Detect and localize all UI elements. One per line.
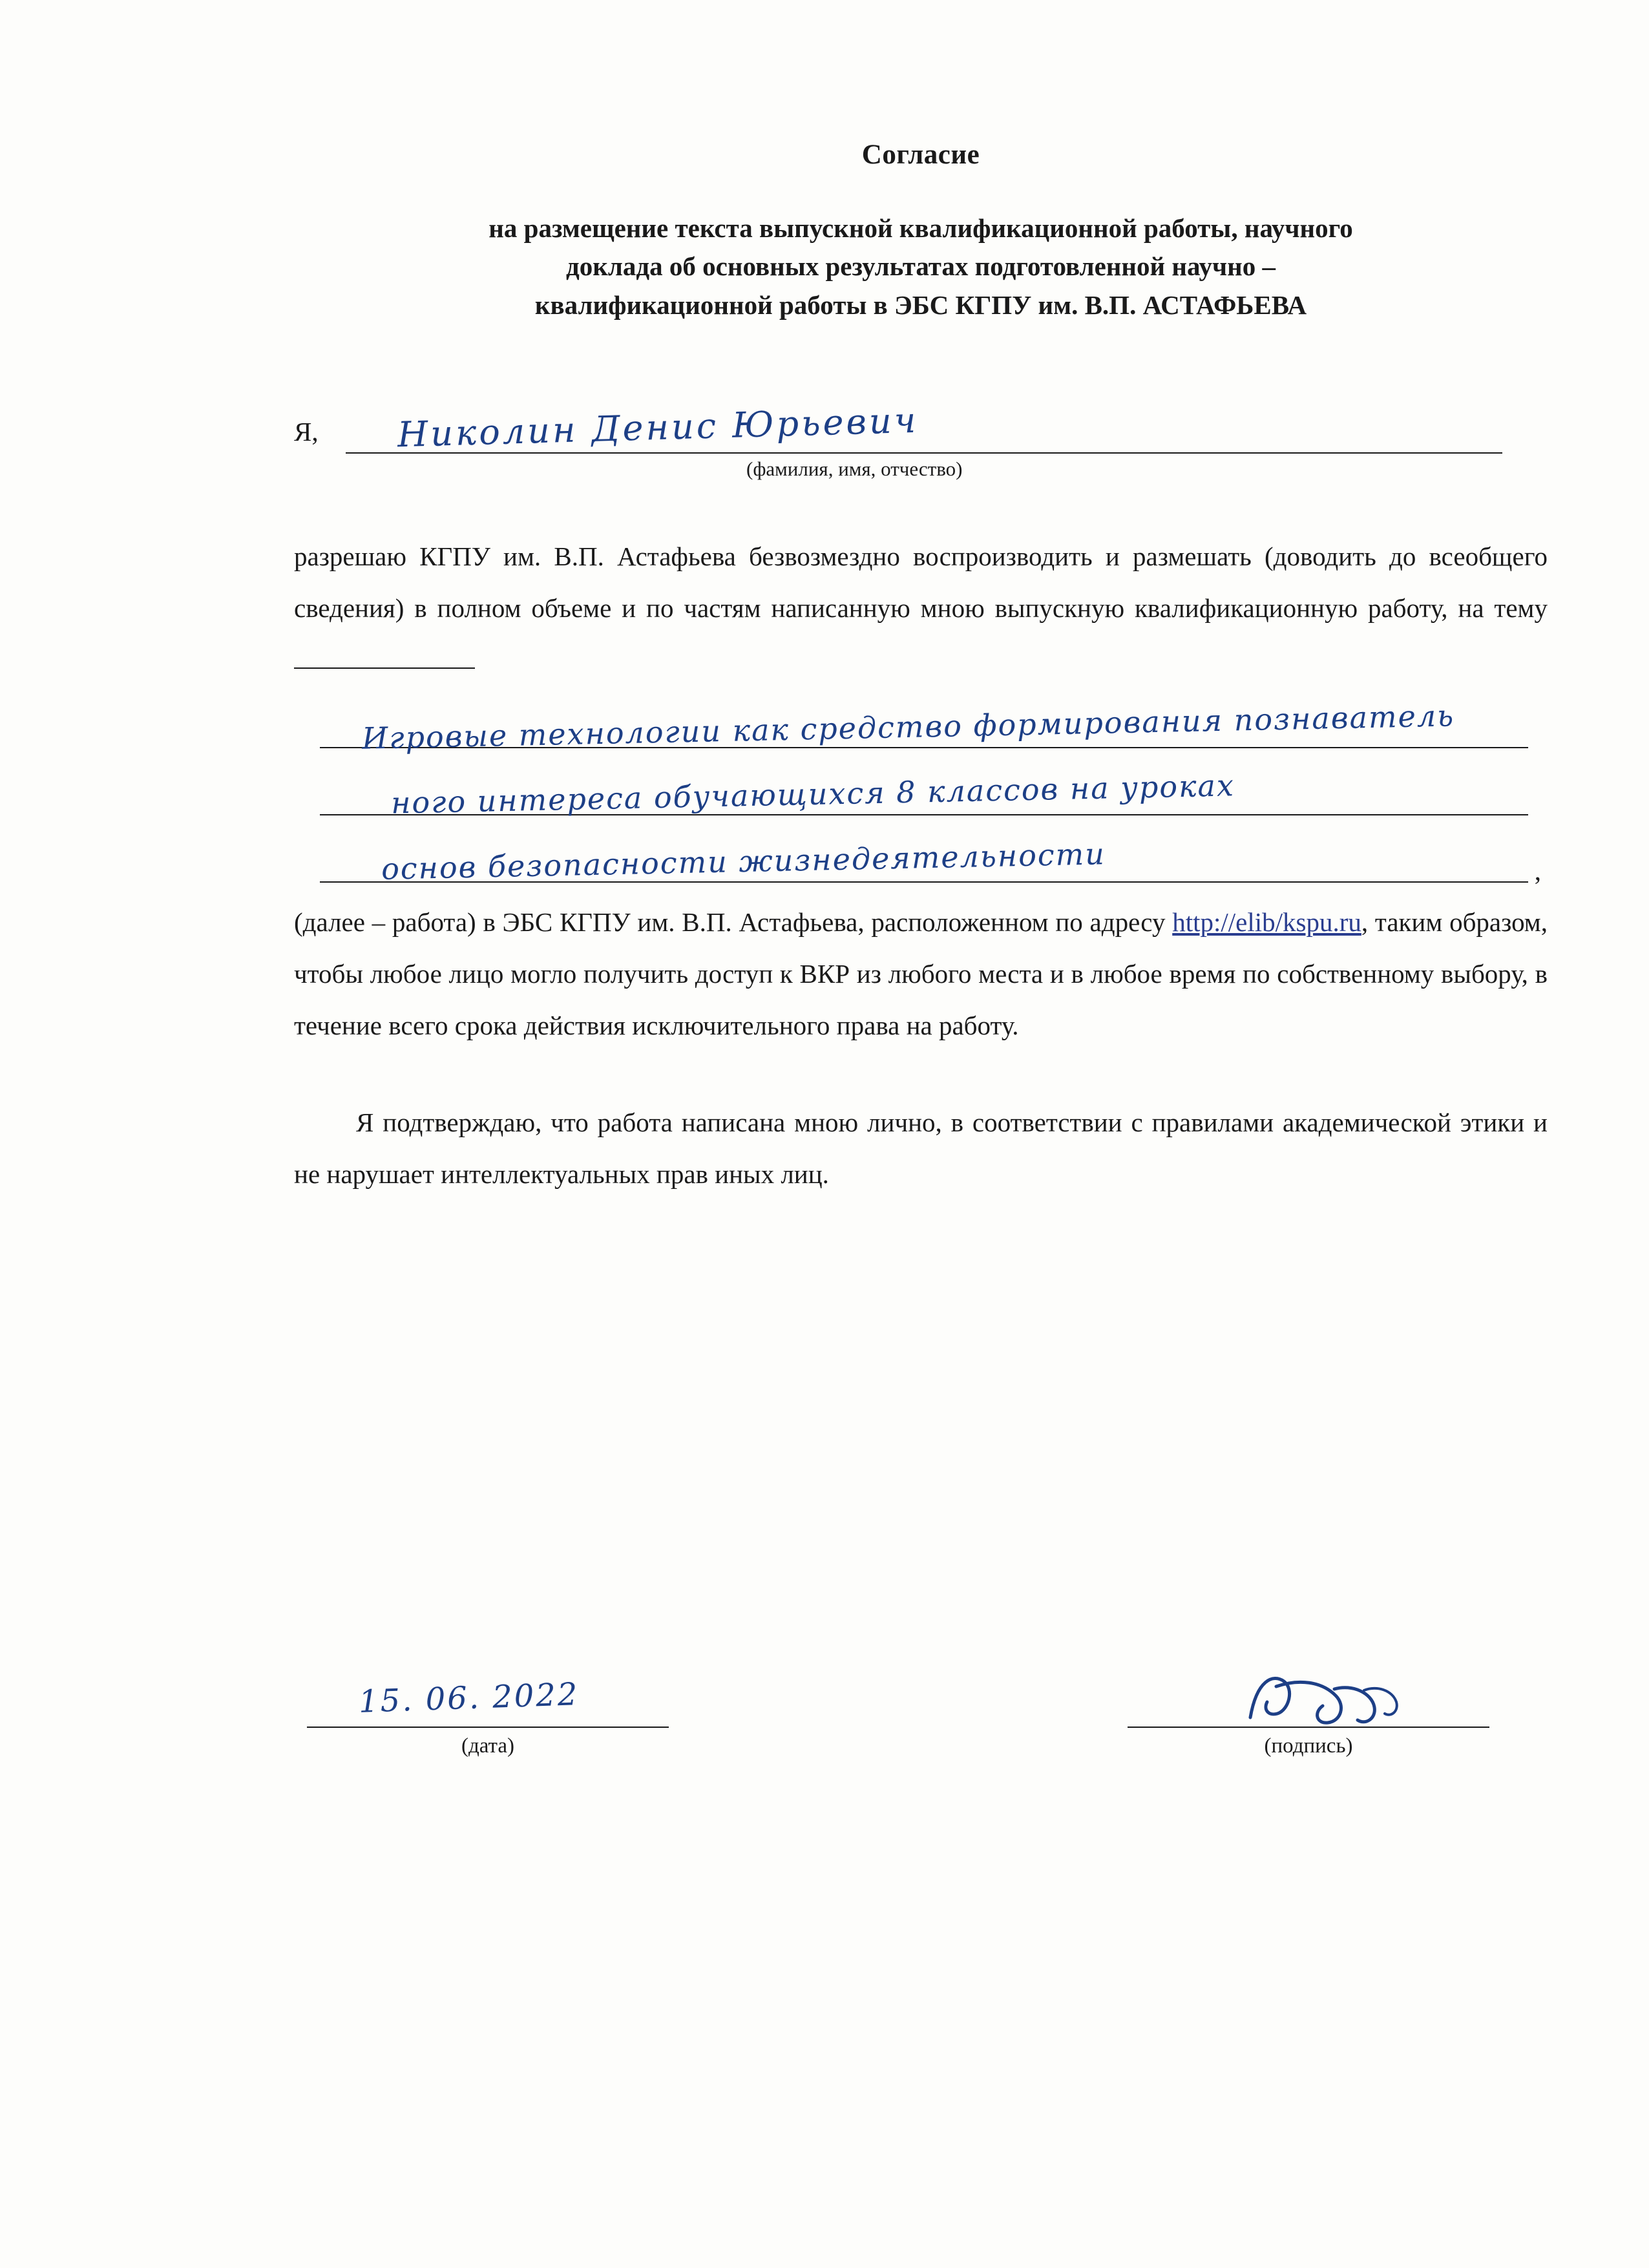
signature-icon — [1237, 1667, 1425, 1732]
paragraph-confirmation: Я подтверждаю, что работа написана мною лично, в соответствии с правилами академической этики и не нарушает интеллектуальных прав иных лиц. — [294, 1107, 1548, 1189]
topic-handwritten-line-3: основ безопасности жизнедеятельности — [381, 836, 1106, 887]
topic-handwritten-line-2: ного интереса обучающихся 8 классов на уроках — [390, 768, 1235, 821]
paragraph-permission — [294, 531, 1548, 686]
signature-caption: (подпись) — [1264, 1734, 1353, 1758]
signature-area — [294, 1674, 1548, 1803]
topic-trailing-comma: , — [1534, 856, 1541, 887]
signature-underline — [1128, 1727, 1489, 1728]
elib-link[interactable]: http://elib/kspu.ru — [1172, 907, 1361, 938]
paragraph-repository-part1: (далее – работа) в ЭБС КГПУ им. В.П. Астафьева, расположенном по адресу — [294, 907, 1173, 938]
subtitle-line-2: доклада об основных результатах подготовленной научно – — [566, 251, 1276, 282]
subtitle-line-1: на размещение текста выпускной квалификационной работы, научного — [488, 213, 1353, 243]
date-caption: (дата) — [461, 1734, 515, 1758]
date-handwritten-value: 15. 06. 2022 — [358, 1676, 580, 1720]
topic-lead-underline — [294, 642, 475, 669]
name-field-caption: (фамилия, имя, отчество) — [746, 457, 963, 481]
topic-handwritten-line-1: Игровые технологии как средство формирования познаватель — [361, 698, 1455, 756]
topic-field[interactable] — [294, 690, 1548, 897]
name-prefix-label: Я, — [294, 417, 319, 447]
full-name-field[interactable] — [294, 402, 1548, 486]
page-title: Согласие — [861, 140, 980, 170]
paragraph-repository — [294, 897, 1548, 1052]
date-underline — [307, 1727, 669, 1728]
document-content — [294, 139, 1548, 1201]
paragraph-repository-part2: , таким образом, чтобы любое лицо могло получить доступ к ВКР из любого места и в любое время по собственному выбору, в течение всего срока действия исключительного права на работу. — [294, 907, 1548, 1040]
paragraph-permission-text: разрешаю КГПУ им. В.П. Астафьева безвозмездно воспроизводить и размешать (доводить до всеобщего сведения) в полном объеме и по частям написанную мною выпускную квалификационную работу, на тему — [294, 541, 1548, 624]
name-handwritten-value: Николин Денис Юрьевич — [397, 400, 919, 456]
subtitle-line-3: квалификационной работы в ЭБС КГПУ им. В.П. АСТАФЬЕВА — [534, 289, 1307, 320]
document-subtitle — [313, 209, 1528, 324]
name-underline — [346, 452, 1502, 454]
